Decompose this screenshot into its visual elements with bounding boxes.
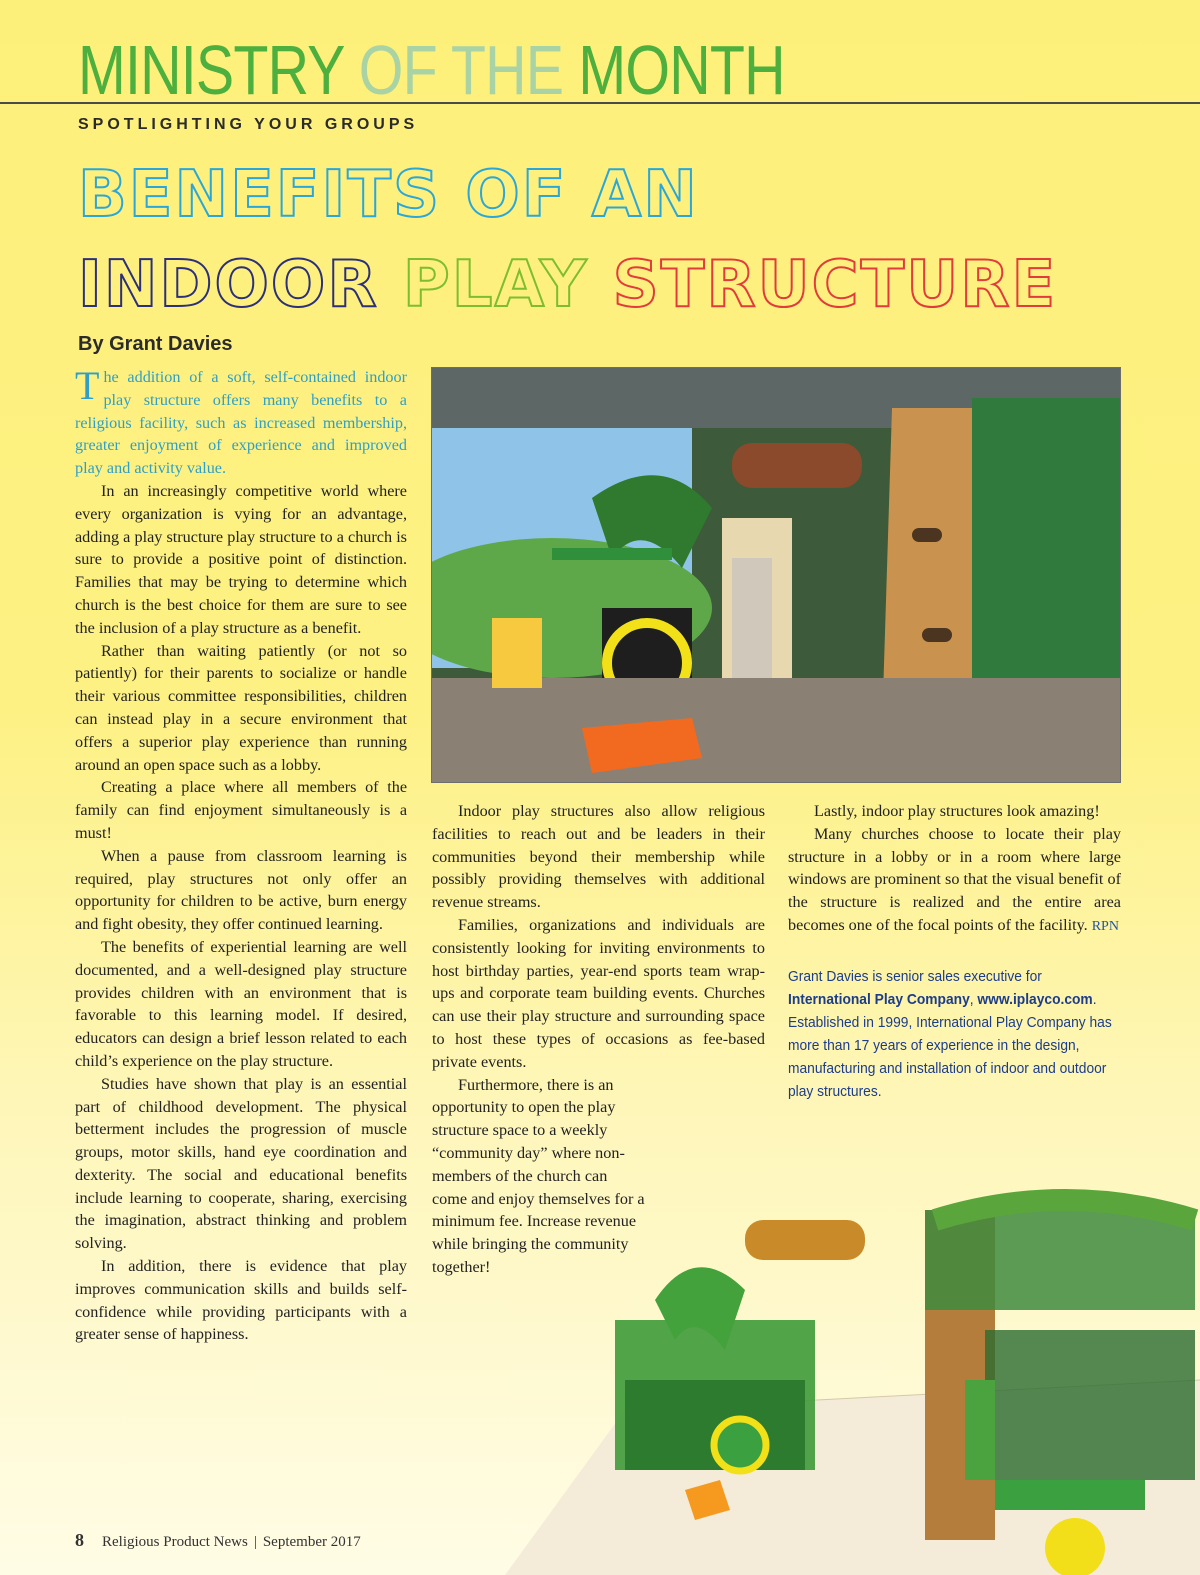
headline-word-indoor: INDOOR bbox=[78, 248, 379, 322]
end-mark: RPN bbox=[1091, 918, 1119, 934]
title-month: MONTH bbox=[578, 31, 785, 109]
bio-separator: , bbox=[969, 990, 978, 1008]
paragraph: Furthermore, there is an opportunity to open the play structure space to a weekly “community day” where non-members of the church can come and enjoy themselves for a minimum fee. Increase revenue while bringing the community together! bbox=[432, 1075, 645, 1276]
paragraph: When a pause from classroom learning is required, play structures not only offer an opportunity for children to be active, burn energy and fight obesity, they offer continued learning. bbox=[75, 846, 407, 934]
paragraph: Families, organizations and individuals are consistently looking for inviting environments to host birthday parties, year-end sports team wrap-ups and corporate team building events. Churches can use their play structure and surrounding space to host these types of occasions as fee-based private events. bbox=[432, 915, 765, 1071]
headline-line-1: BENEFITS OF AN bbox=[78, 158, 699, 232]
issue-date: September 2017 bbox=[262, 1534, 361, 1550]
paragraph: Creating a place where all members of the family can find enjoyment simultaneously is a must! bbox=[75, 778, 407, 842]
headline-word-structure: STRUCTURE bbox=[612, 248, 1058, 322]
headline-line-2 bbox=[78, 246, 1057, 324]
article-column-1 bbox=[75, 363, 407, 1346]
page-number: 8 bbox=[75, 1530, 84, 1550]
paragraph: Lastly, indoor play structures look amazing! bbox=[814, 802, 1100, 820]
footer-separator: | bbox=[253, 1534, 257, 1550]
paragraph bbox=[788, 823, 1121, 939]
title-ministry: MINISTRY bbox=[78, 31, 344, 109]
section-kicker: SPOTLIGHTING YOUR GROUPS bbox=[78, 116, 419, 133]
lead-paragraph bbox=[75, 363, 407, 480]
publication-name: Religious Product News bbox=[102, 1534, 248, 1550]
paragraph-text: Many churches choose to locate their play structure in a lobby or in a room where large windows are prominent so that the visual benefit of the structure is realized and the entire area becomes one of the focal points of the facility. bbox=[788, 824, 1121, 934]
section-title bbox=[78, 31, 785, 109]
bio-text: Grant Davies is senior sales executive for bbox=[788, 967, 1042, 985]
paragraph: The benefits of experiential learning are well documented, and a well-designed play structure provides children with an environment that is favorable to this learning model. If desired, educators can design a brief lesson related to each child’s experience on the play structure. bbox=[75, 937, 407, 1070]
bio-text-2: . Established in 1999, International Play Company has more than 17 years of experience in the design, manufacturing and installation of indoor and outdoor play structures. bbox=[788, 990, 1112, 1100]
bio-company: International Play Company bbox=[788, 990, 970, 1008]
lead-text: he addition of a soft, self-contained indoor play structure offers many benefits to a religious facility, such as increased membership, greater enjoyment of experience and improved play and activity value. bbox=[75, 368, 407, 478]
play-structure-render bbox=[505, 1180, 1200, 1575]
paragraph: Indoor play structures also allow religious facilities to reach out and be leaders in their communities beyond their membership while possibly providing themselves with additional revenue streams. bbox=[432, 802, 765, 912]
paragraph: Studies have shown that play is an essential part of childhood development. The physical betterment includes the progression of muscle groups, motor skills, hand eye coordination and dexterity. The social and educational benefits include learning to cooperate, sharing, exercising the imagination, abstract thinking and problem solving. bbox=[75, 1074, 407, 1253]
drop-cap: T bbox=[75, 363, 100, 408]
byline: By Grant Davies bbox=[78, 333, 233, 355]
paragraph: In an increasingly competitive world where every organization is vying for an advantage, adding a play structure play structure to a church is sure to provide a positive point of distinction. Families that may be trying to determine which church is the best choice for them are sure to see the inclusion of a play structure as a benefit. bbox=[75, 481, 407, 637]
article-column-3 bbox=[788, 800, 1121, 1103]
bio-url[interactable]: www.iplayco.com bbox=[977, 990, 1093, 1008]
headline-word-play: PLAY bbox=[402, 248, 589, 322]
play-structure-photo bbox=[431, 367, 1121, 783]
title-of-the: OF THE bbox=[358, 31, 564, 109]
paragraph: Rather than waiting patiently (or not so patiently) for their parents to socialize or handle their various committee responsibilities, children can instead play in a secure environment that offers a superior play experience than running around an open space such as a lobby. bbox=[75, 641, 407, 774]
page-footer bbox=[75, 1530, 361, 1551]
author-bio bbox=[788, 965, 1119, 1103]
paragraph: In addition, there is evidence that play improves communication skills and builds self-confidence while providing participants with a greater sense of happiness. bbox=[75, 1257, 407, 1344]
